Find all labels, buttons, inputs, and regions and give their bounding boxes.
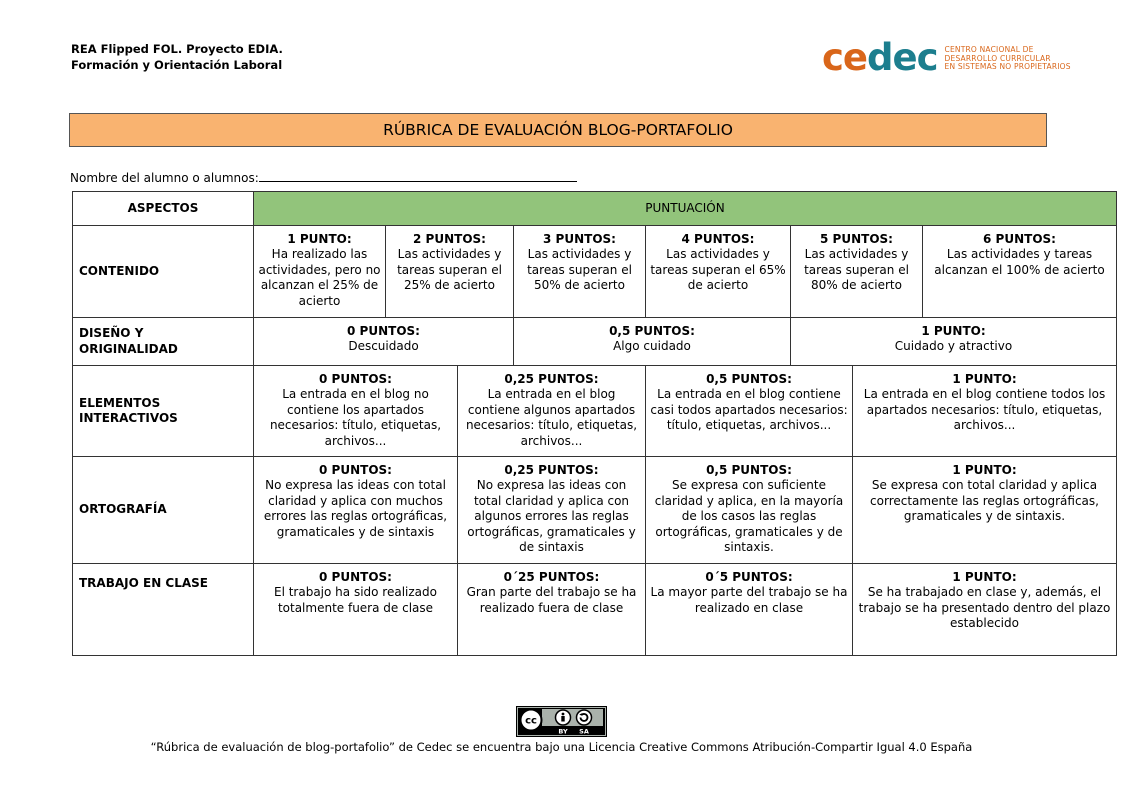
score-cell: 0 PUNTOS: El trabajo ha sido realizado totalmente fuera de clase: [254, 564, 458, 656]
score-cell: 6 PUNTOS: Las actividades y tareas alcanzan el 100% de acierto: [923, 226, 1117, 318]
score-cell: 5 PUNTOS: Las actividades y tareas superan el 80% de acierto: [791, 226, 923, 318]
header-aspectos: ASPECTOS: [73, 192, 254, 226]
aspect-contenido: CONTENIDO: [73, 226, 254, 318]
svg-text:SA: SA: [579, 727, 589, 736]
header-project: REA Flipped FOL. Proyecto EDIA.: [71, 42, 283, 56]
header-subject: Formación y Orientación Laboral: [71, 58, 283, 72]
score-cell: 0 PUNTOS: La entrada en el blog no contiene los apartados necesarios: título, etiquetas, archivos...: [254, 366, 458, 457]
student-name-field: [70, 169, 577, 185]
score-cell: 0 PUNTOS: No expresa las ideas con total claridad y aplica con muchos errores las reglas ortográficas, gramaticales y de sintaxis: [254, 457, 458, 564]
score-cell: 1 PUNTO: Se ha trabajado en clase y, además, el trabajo se ha presentado dentro del plazo establecido: [853, 564, 1117, 656]
score-cell: 1 PUNTO: Se expresa con total claridad y aplica correctamente las reglas ortográficas, gramaticales y de sintaxis.: [853, 457, 1117, 564]
logo-wordmark: cedec: [822, 36, 938, 79]
score-cell: 1 PUNTO: La entrada en el blog contiene todos los apartados necesarios: título, etiquetas, archivos...: [853, 366, 1117, 457]
license-text: “Rúbrica de evaluación de blog-portafolio” de Cedec se encuentra bajo una Licencia Creative Commons Atribución-Compartir Igual 4.0 España: [150, 740, 973, 754]
score-cell: 0,5 PUNTOS: La entrada en el blog contiene casi todos apartados necesarios: título, etiquetas, archivos...: [646, 366, 853, 457]
aspect-ortografia: ORTOGRAFÍA: [73, 457, 254, 564]
score-cell: 0 PUNTOS: Descuidado: [254, 318, 514, 366]
table-header-row: [73, 192, 1117, 226]
table-row: [73, 457, 1117, 564]
aspect-diseno: DISEÑO Y ORIGINALIDAD: [73, 318, 254, 366]
score-cell: 0,25 PUNTOS: La entrada en el blog contiene algunos apartados necesarios: título, etiquetas, archivos...: [458, 366, 646, 457]
score-cell: 0´25 PUNTOS: Gran parte del trabajo se ha realizado fuera de clase: [458, 564, 646, 656]
score-cell: 0,5 PUNTOS: Se expresa con suficiente claridad y aplica, en la mayoría de los casos las reglas ortográficas, gramaticales y de sintaxis.: [646, 457, 853, 564]
table-row: [73, 564, 1117, 656]
document-header: [71, 41, 283, 73]
table-row: [73, 318, 1117, 366]
svg-text:cc: cc: [525, 715, 537, 727]
aspect-elementos: ELEMENTOS INTERACTIVOS: [73, 366, 254, 457]
rubric-table: [72, 191, 1117, 656]
aspect-trabajo: TRABAJO EN CLASE: [73, 564, 254, 656]
table-row: [73, 226, 1117, 318]
score-cell: 1 PUNTO: Ha realizado las actividades, pero no alcanzan el 25% de acierto: [254, 226, 386, 318]
score-cell: 0´5 PUNTOS: La mayor parte del trabajo se ha realizado en clase: [646, 564, 853, 656]
score-cell: 1 PUNTO: Cuidado y atractivo: [791, 318, 1117, 366]
score-cell: 3 PUNTOS: Las actividades y tareas superan el 50% de acierto: [514, 226, 646, 318]
score-cell: 4 PUNTOS: Las actividades y tareas superan el 65% de acierto: [646, 226, 791, 318]
license-badge-area: [0, 706, 1123, 741]
student-name-blank: [259, 169, 577, 182]
cedec-logo: [822, 38, 1071, 78]
cc-by-sa-icon: [516, 706, 607, 737]
student-name-label: Nombre del alumno o alumnos:: [70, 171, 259, 185]
rubric-title: RÚBRICA DE EVALUACIÓN BLOG-PORTAFOLIO: [69, 113, 1047, 147]
score-cell: 2 PUNTOS: Las actividades y tareas superan el 25% de acierto: [386, 226, 514, 318]
score-cell: 0,5 PUNTOS: Algo cuidado: [514, 318, 791, 366]
score-cell: 0,25 PUNTOS: No expresa las ideas con total claridad y aplica con algunos errores las reglas ortográficas, gramaticales y de sintaxis: [458, 457, 646, 564]
logo-subtitle: CENTRO NACIONAL DE DESARROLLO CURRICULAR EN SISTEMAS NO PROPIETARIOS: [944, 45, 1071, 72]
header-puntuacion: PUNTUACIÓN: [254, 192, 1117, 226]
table-row: [73, 366, 1117, 457]
svg-text:BY: BY: [558, 727, 568, 736]
